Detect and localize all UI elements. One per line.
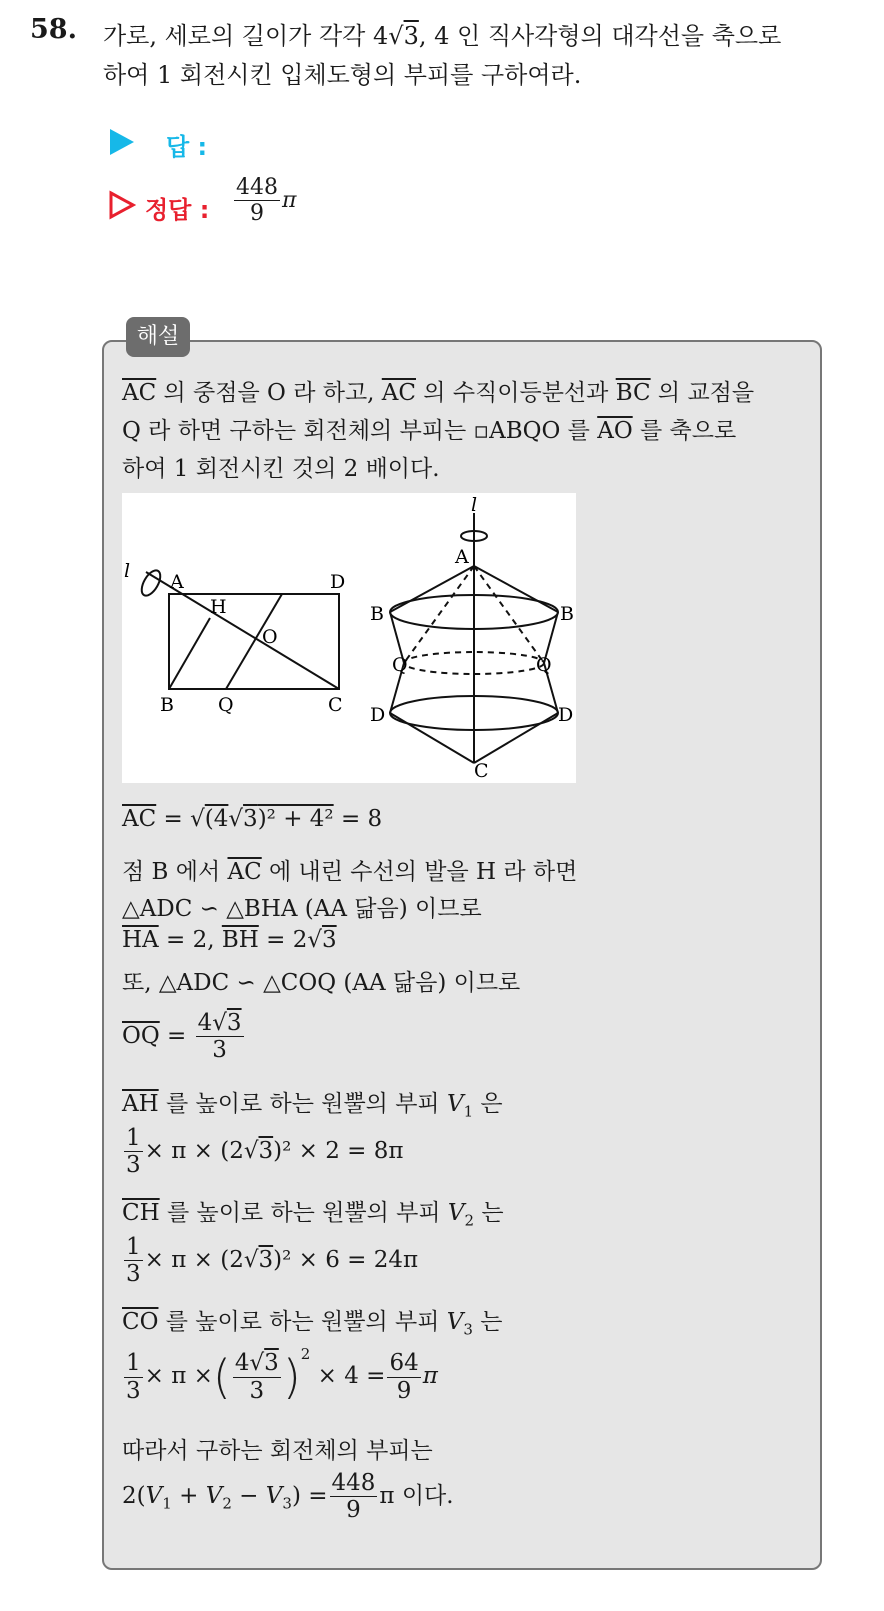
solution-intro-line-3: 하여 1 회전시킨 것의 2 배이다. [122, 456, 440, 482]
step-ha-bh: $\overline{HA} = 2$, $\overline{BH} = 2√3$ [122, 927, 337, 953]
fig-left-B: B [160, 694, 174, 716]
fig-left-A: A [170, 571, 184, 593]
rectangle-diagram [138, 567, 339, 689]
fig-right-B2: B [560, 603, 574, 625]
step-oq: $\overline{OQ}$ = $\frac{4√3}{3}$ [122, 1010, 242, 1064]
fig-right-C: C [474, 760, 489, 782]
fig-right-B1: B [370, 603, 384, 625]
solution-intro-line-2: Q 라 하면 구하는 회전체의 부피는 ▫ABQO 를 $\overline{AO}$ 를 축으로 [122, 418, 737, 444]
step-final-eq: $2(V_1 + V_2 - V_3)$ = $\frac{448}{9}$ π 이다. [122, 1470, 454, 1524]
fig-left-D: D [330, 571, 346, 593]
step-foot-h: 점 B 에서 $\overline{AC}$ 에 내린 수선의 발을 H 라 하면 [122, 859, 578, 885]
step-v1-text: $\overline{AH}$ 를 높이로 하는 원뿔의 부피 $V_1$ 은 [122, 1091, 503, 1121]
fig-left-C: C [328, 694, 343, 716]
fig-right-D2: D [558, 704, 574, 726]
fig-right-Q1: Q [392, 654, 408, 676]
solution-badge: 해설 [126, 317, 190, 357]
step-ac-length: $\overline{AC} = √(4√3)^2 + 4^2 = 8$ [122, 806, 383, 832]
solution-intro-line-1: $\overline{AC}$ 의 중점을 O 라 하고, $\overline{AC}$ 의 수직이등분선과 $\overline{BC}$ 의 교점을 [122, 380, 755, 406]
solid-of-revolution-diagram [390, 513, 558, 763]
question-number: 58. [30, 14, 77, 45]
step-similar-2: 또, △ADC ∽ △COQ (AA 닮음) 이므로 [122, 970, 521, 996]
answer-label: 답 : [166, 133, 208, 161]
fig-left-O: O [262, 626, 278, 648]
fig-right-Q2: Q [536, 654, 552, 676]
correct-label: 정답 : [145, 196, 210, 224]
step-v1-eq: $\frac{1}{3}$ × π × (2√3)² × 2 = 8π [126, 1125, 404, 1179]
correct-play-icon [108, 190, 136, 224]
answer-play-icon [108, 127, 136, 161]
fig-right-D1: D [370, 704, 386, 726]
fig-right-l: l [471, 494, 478, 516]
step-v2-eq: $\frac{1}{3}$ × π × (2√3)² × 6 = 24π [126, 1234, 419, 1288]
question-line-1: 가로, 세로의 길이가 각각 4√3, 4 인 직사각형의 대각선을 축으로 [103, 22, 782, 50]
fig-left-Q: Q [218, 694, 234, 716]
step-v3-eq: $\frac{1}{3}$ × π ×( $\frac{4√3}{3}$ )$^2$ × 4 = $\frac{64}{9}$ π [126, 1345, 438, 1404]
solution-figure [122, 493, 576, 783]
step-final-text: 따라서 구하는 회전체의 부피는 [122, 1438, 433, 1464]
step-v3-text: $\overline{CO}$ 를 높이로 하는 원뿔의 부피 $V_3$ 는 [122, 1309, 503, 1339]
step-v2-text: $\overline{CH}$ 를 높이로 하는 원뿔의 부피 $V_2$ 는 [122, 1200, 504, 1230]
fig-right-A: A [455, 546, 469, 568]
correct-value: $\frac{448}{9}$ π [236, 175, 297, 227]
step-similar-1: △ADC ∽ △BHA (AA 닮음) 이므로 [122, 896, 482, 922]
question-line-2: 하여 1 회전시킨 입체도형의 부피를 구하여라. [103, 61, 582, 89]
fig-left-l: l [124, 560, 131, 582]
fig-left-H: H [210, 596, 227, 618]
